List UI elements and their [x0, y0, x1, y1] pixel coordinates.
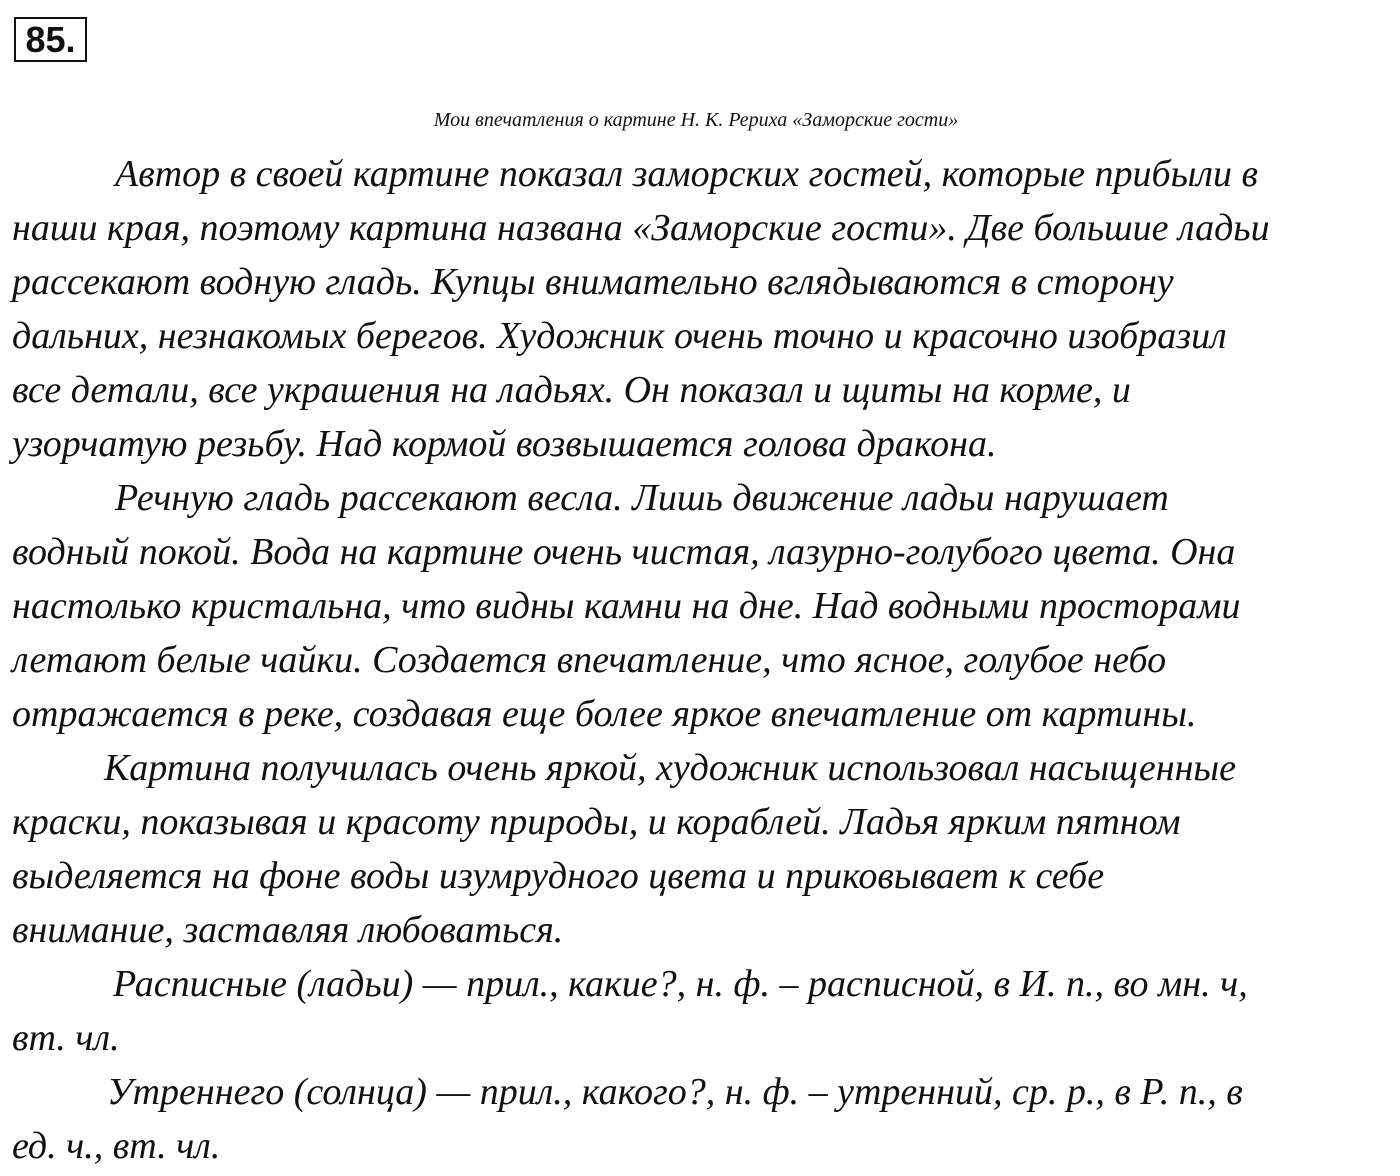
text-line: Расписные (ладьи) — прил., какие?, н. ф. – расписной, в И. п., во мн. ч, [113, 963, 1248, 1005]
text-line: вт. чл. [12, 1017, 120, 1059]
text-line: все детали, все украшения на ладьях. Он показал и щиты на корме, и [12, 369, 1131, 411]
text-line: настолько кристальна, что видны камни на дне. Над водными просторами [12, 585, 1241, 627]
text-line: отражается в реке, создавая еще более яркое впечатление от картины. [12, 693, 1197, 735]
text-line: рассекают водную гладь. Купцы внимательно вглядываются в сторону [12, 261, 1174, 303]
text-line: Автор в своей картине показал заморских гостей, которые прибыли в [115, 153, 1258, 195]
text-line: наши края, поэтому картина названа «Заморские гости». Две большие ладьи [12, 207, 1270, 249]
text-line: выделяется на фоне воды изумрудного цвета и приковывает к себе [12, 855, 1105, 897]
text-line: внимание, заставляя любоваться. [12, 909, 564, 951]
text-line: Речную гладь рассекают весла. Лишь движение ладьи нарушает [115, 477, 1169, 519]
essay-title: Мои впечатления о картине Н. К. Рериха «Заморские гости» [433, 109, 959, 131]
text-line: краски, показывая и красоту природы, и кораблей. Ладья ярким пятном [12, 801, 1181, 843]
text-line: Картина получилась очень яркой, художник использовал насыщенные [104, 747, 1237, 789]
text-line: ед. ч., вт. чл. [12, 1125, 221, 1167]
text-line: узорчатую резьбу. Над кормой возвышается голова дракона. [12, 423, 997, 465]
text-line: летают белые чайки. Создается впечатление, что ясное, голубое небо [12, 639, 1167, 681]
exercise-number-box [14, 17, 87, 62]
exercise-number: 85. [25, 18, 76, 60]
text-line: водный покой. Вода на картине очень чистая, лазурно-голубого цвета. Она [12, 531, 1236, 573]
text-line: Утреннего (солнца) — прил., какого?, н. ф. – утренний, ср. р., в Р. п., в [107, 1071, 1243, 1113]
text-line: дальних, незнакомых берегов. Художник очень точно и красочно изобразил [12, 315, 1227, 357]
